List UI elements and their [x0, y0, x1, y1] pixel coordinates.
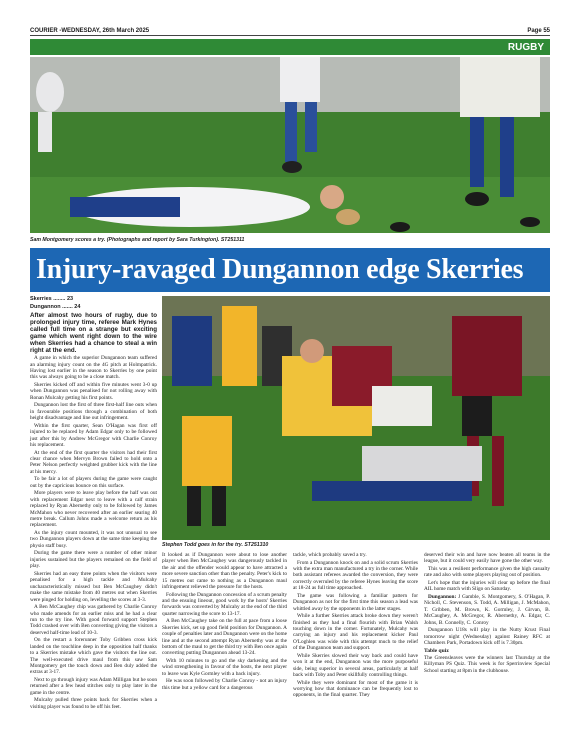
section-bar [30, 39, 550, 55]
paragraph: At the end of the first quarter the visitors had their first clear chance when Mervyn Brown failed to hold onto a Peter Nelson perfectly weighted grubber kick with the line at his mercy. [30, 449, 157, 475]
paragraph: To be fair a lot of players during the game were caught out by the capricious bounce on this surface. [30, 476, 157, 489]
paragraph: It looked as if Dungannon were about to lose another player when Ben McCaughey was dangerously tackled in the air and the offender would appear to have attracted a more severe sanction other than the penalty. Peter's kick to 15 metres out came to nothing as a Dungannon maul infringement relieved the pressure for the hosts. [162, 552, 287, 591]
photo-stephen-todd-try [162, 296, 550, 540]
table-quiz-text: The Greensleaves were the winners last Thursday at the Killyman PS Quiz. This week is for Sperrinview Special School starting at 8pm in the clubhouse. [424, 654, 550, 674]
paragraph: Let's hope that the injuries will clear up before the final AIL home match with Sligo on Saturday. [424, 580, 550, 593]
photo-mid-caption: Stephen Todd goes in for the try. ST251310 [162, 542, 269, 548]
paragraph: A game in which the superior Dungannon team suffered an alarming injury count on the 4G pitch at Holmpatrick. Having lost earlier in the season to Skerries by one point this was always going to be a close match. [30, 355, 157, 381]
table-quiz-heading: Table quiz [424, 648, 449, 655]
section-label: RUGBY [507, 41, 544, 53]
team-lineup-label: Dungannon: [428, 594, 457, 600]
team-lineup [424, 594, 550, 626]
paragraph: During the game there were a number of other minor injuries sustained but the players remained on the field of play. [30, 550, 157, 570]
masthead-paper-date: COURIER -WEDNESDAY, 26th March 2025 [30, 28, 150, 34]
headline: Injury-ravaged Dungannon edge Skerries [36, 254, 524, 285]
photo-try-scored [30, 57, 550, 233]
paragraph: He was soon followed by Charlie Conroy - not an injury this time but a yellow card for a dangerous [162, 678, 287, 691]
score-line-dungannon: Dungannon ....... 24 [30, 304, 81, 310]
paragraph-u18: Dungannon U18s will play in the Nutty Krust Final tomorrow night (Wednesday) against Rainey RFC at Chambers Park, Portadown kick off is 7.30pm. [424, 627, 550, 647]
photo-try-scored-illustration [30, 57, 550, 233]
paragraph: Skerries kicked off and within five minutes went 3-0 up when Dungannon was penalised for not rolling away with Ronan Mulcahy getting his first points. [30, 382, 157, 401]
photo-stephen-todd-illustration [162, 296, 550, 540]
paragraph: On the restart a forerunner Toby Gribben cross kick landed on the touchline deep in the opposition half thanks to a Skerries mistake which gave the visitors the line out. The well-executed drive maul from this saw Sam Montgomery get the touch down and Ben duly added the extras at 3-17. [30, 637, 157, 676]
score-line-skerries: Skerries ........ 23 [30, 296, 74, 302]
article-column-2 [162, 552, 287, 692]
paragraph: More players were to leave play before the half was out with replacement Edgar next to leave with a calf strain replaced by Ryan Abernethy only to be followed by James McMahon who never recovered after an earlier searing 40 metre break. Callum Johns made a welcome return as his replacement. [30, 490, 157, 529]
masthead [30, 22, 550, 34]
paragraph: Skerries had an easy three points when the visitors were penalised for a high tackle and Mulcahy uncharacteristically missed but Ben McCaughey didn't make the same mistake from 40 metres out when Skerries were pinged for holding on, levelling the scores at 3-3. [30, 570, 157, 603]
paragraph: While Skerries slowed their way back and could have won it at the end, Dungannon was the more purposeful side, being superior in several areas, particularly at half back with Toby and Peter skillfully controlling things. [293, 652, 418, 679]
article-column-1 [30, 296, 157, 711]
paragraph: tackle, which probably saved a try. [293, 552, 367, 558]
paragraph: Following the Dungannon concession of a scrum penalty and the ensuing lineout, good work by the hosts' Skerries forwards was converted by Mulcahy at the end of the third quarter narrowing the score to 13-17. [162, 591, 287, 617]
article-column-4 [424, 552, 550, 675]
headline-bar [30, 248, 550, 292]
article-intro: After almost two hours of rugby, due to prolonged injury time, referee Mark Hynes called full time on a strange but exciting game which went right down to the wire when Skerries had a chance to steal a win right at the end. [30, 312, 157, 354]
paragraph: Dungannon lost the first of three first-half line outs when in favourable positions through a combination of both height disadvantage and line out infringement. [30, 402, 157, 422]
paragraph: deserved their win and have now beaten all teams in the league, but it could very easily have gone the other way. [424, 552, 550, 565]
paragraph: With 10 minutes to go and the sky darkening and the wind strengthening in favour of the hosts, the next player to leave was Kyle Gormley with a back injury. [162, 658, 287, 677]
team-lineup-text: J Gamble, S. Montgomery, S. O'Hagan, P. Nicholl, C. Stevenson, S. Todd, A. Milligan, J. McMahon, T. Gribben, M. Brown, K. Gormley, J. Girvan, B. McCaughey, A. McGregor, R. Abernethy, A. Edgar, C. Johns, B. Connelly, C. Conroy [424, 594, 550, 626]
paragraph: A Ben McCaughey take on the full at pace from a loose Skerries kick, set up good field position for Dungannon. A couple of penalties later and Dungannon were on the home line and at the second attempt Ryan Abernethy was at the bottom of the maul to get the third try with Ben once again converting putting Dungannon ahead 13-24. [162, 618, 287, 657]
paragraph: While a further Skerries attack broke down they weren't finished as they had a final flourish with Brian Walsh touching down in the corner. Fortunately, Mulcahy was carrying an injury and his replacement kicker Paul O'Loghlen was wide with this attempt much to the relief of the Dungannon team and support. [293, 613, 418, 652]
masthead-page-number: Page 55 [527, 28, 550, 34]
article-column-3 [293, 552, 418, 700]
paragraph: While they were dominant for most of the game it is worrying how that dominance can be frequently lost to opponents, in the final quarter. They [293, 679, 418, 699]
paragraph: Within the first quarter, Sean O'Hagan was first off injured to be replaced by Adam Edgar only to be followed just after this by Andrew McGregor with Charlie Conroy his replacement. [30, 422, 157, 449]
paragraph: As the injury count mounted, it was not unusual to see two Dungannon players down at the same time keeping the physio staff busy. [30, 530, 157, 549]
masthead-rule [30, 35, 550, 36]
paragraph: This was a resilient performance given the high casualty rate and also with some players playing out of position. [424, 566, 550, 579]
paragraph: The game was following a familiar pattern for Dungannon as not for the first time this season a lead was whittled away by the opponents in the latter stages. [293, 592, 418, 612]
paragraph: From a Dungannon knock on and a solid scrum Skerries with the extra man manufactured a try in the corner. While both assistant referees awarded the conversion, they were correctly overruled by the referee Hynes leaving the score at 18-24 as full time approached. [293, 559, 418, 592]
paragraph: A Ben McCaughey chip was gathered by Charlie Conroy who made amends for an earlier miss and he had a clear run to the try line. With good forward support Stephen Todd crashed over with Ben converting giving the visitors a deserved half-time lead of 10-3. [30, 604, 157, 636]
paragraph: Mulcahy pulled three points back for Skerries when a visiting player was found to be off his feet. [30, 697, 157, 710]
paragraph: Next to go through injury was Adam Milligan but he soon returned after a few head stitches only to play later in the game in the centre. [30, 676, 157, 696]
photo-top-caption: Sam Montgomery scores a try. (Photographs and report by Sara Turkington). ST251311 [30, 237, 245, 243]
